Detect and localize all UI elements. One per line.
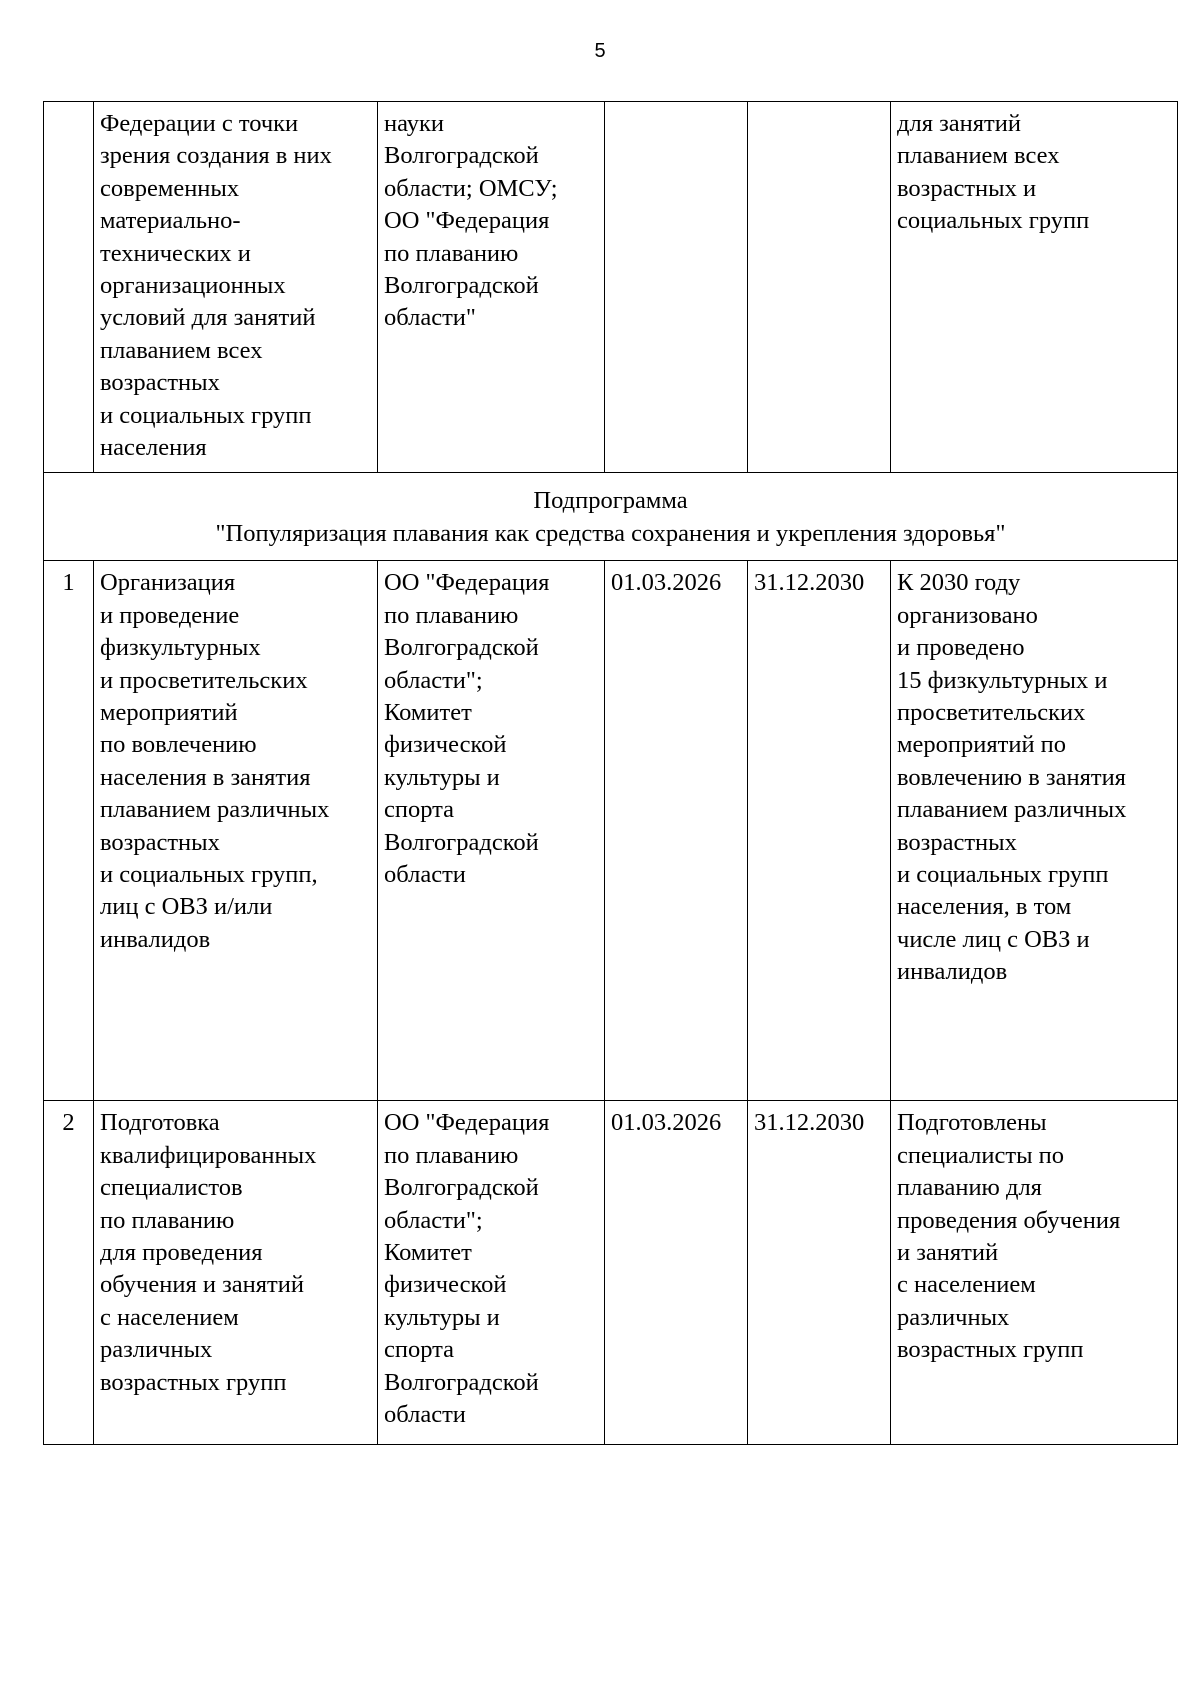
- result-cell: для занятий плаванием всех возрастных и социальных групп: [891, 102, 1178, 473]
- row-number-cell: 1: [44, 561, 94, 1101]
- subprogram-row: [44, 473, 1178, 561]
- subprogram-title: Подпрограмма: [533, 487, 688, 515]
- end-date-cell: [748, 102, 891, 473]
- start-date-cell: [605, 102, 748, 473]
- table-row: [44, 1101, 1178, 1445]
- table-row: [44, 561, 1178, 1101]
- end-date-cell: 31.12.2030: [748, 561, 891, 1101]
- subprogram-cell: [44, 473, 1178, 561]
- program-table: [43, 101, 1178, 1445]
- result-cell: Подготовлены специалисты по плаванию для проведения обучения и занятий с населением различных возрастных групп: [891, 1101, 1178, 1445]
- result-cell: К 2030 году организовано и проведено 15 физкультурных и просветительских мероприятий по вовлечению в занятия плаванием различных возрастных и социальных групп населения, в том числе лиц с ОВЗ и инвалидов: [891, 561, 1178, 1101]
- event-cell: Федерации с точки зрения создания в них современных материально- технических и организационных условий для занятий плаванием всех возрастных и социальных групп населения: [94, 102, 378, 473]
- row-number-cell: [44, 102, 94, 473]
- event-cell: Подготовка квалифицированных специалистов по плаванию для проведения обучения и занятий с населением различных возрастных групп: [94, 1101, 378, 1445]
- page-number: 5: [594, 40, 606, 62]
- event-cell: Организация и проведение физкультурных и просветительских мероприятий по вовлечению населения в занятия плаванием различных возрастных и социальных групп, лиц с ОВЗ и/или инвалидов: [94, 561, 378, 1101]
- executor-cell: ОО "Федерация по плаванию Волгоградской области"; Комитет физической культуры и спорта Волгоградской области: [378, 561, 605, 1101]
- executor-cell: ОО "Федерация по плаванию Волгоградской области"; Комитет физической культуры и спорта Волгоградской области: [378, 1101, 605, 1445]
- start-date-cell: 01.03.2026: [605, 1101, 748, 1445]
- executor-cell: науки Волгоградской области; ОМСУ; ОО "Федерация по плаванию Волгоградской области": [378, 102, 605, 473]
- table-row: [44, 102, 1178, 473]
- start-date-cell: 01.03.2026: [605, 561, 748, 1101]
- end-date-cell: 31.12.2030: [748, 1101, 891, 1445]
- subprogram-name: "Популяризация плавания как средства сохранения и укрепления здоровья": [215, 519, 1006, 547]
- row-number-cell: 2: [44, 1101, 94, 1445]
